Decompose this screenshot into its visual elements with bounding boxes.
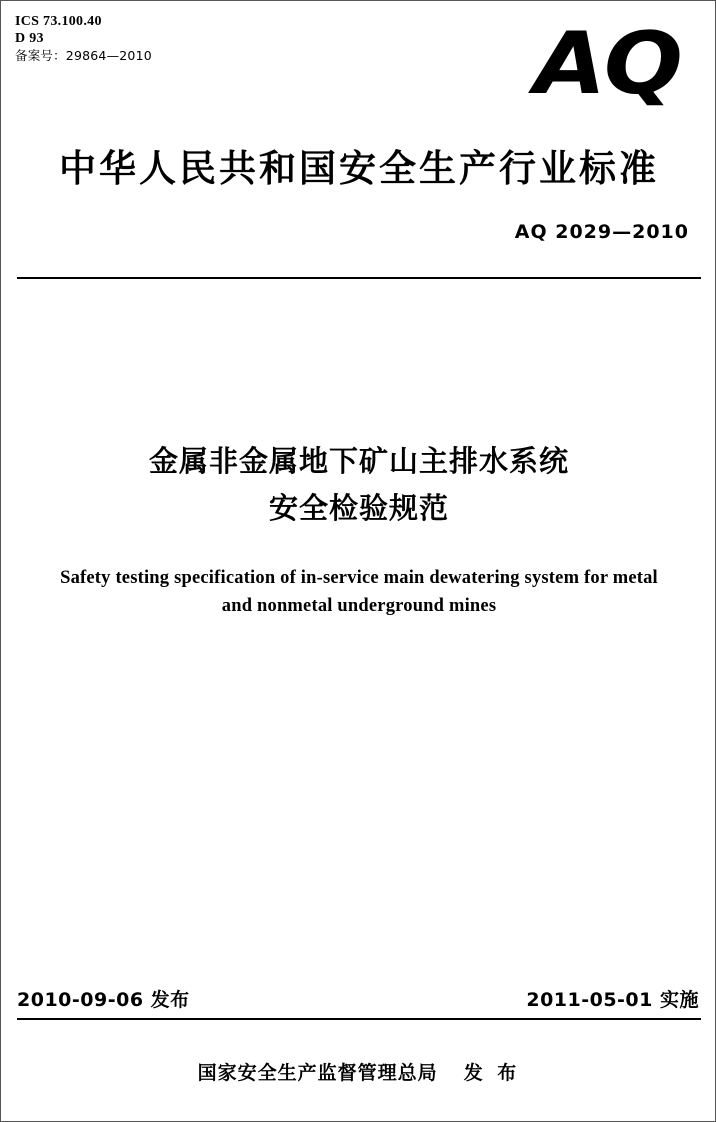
document-title-cn-line1: 金属非金属地下矿山主排水系统 bbox=[148, 444, 569, 478]
publisher-name: 国家安全生产监督管理总局 bbox=[197, 1062, 438, 1084]
standard-number: AQ 2029—2010 bbox=[514, 221, 689, 243]
document-title-en-line1: Safety testing specification of in-service main dewatering system for metal bbox=[60, 568, 658, 588]
document-title-en bbox=[15, 565, 703, 621]
series-title: 中华人民共和国安全生产行业标准 bbox=[59, 147, 659, 190]
aq-logo: AQ bbox=[534, 14, 681, 114]
record-number: 备案号：29864—2010 bbox=[15, 48, 152, 64]
issue-date: 2010-09-06 发布 bbox=[17, 989, 190, 1011]
footer-divider bbox=[17, 1018, 701, 1020]
publish-verb: 发 布 bbox=[463, 1062, 521, 1084]
publisher-line bbox=[15, 1058, 703, 1085]
header-divider bbox=[17, 277, 701, 279]
page-content bbox=[15, 13, 703, 1111]
document-title-en-line2: and nonmetal underground mines bbox=[221, 595, 497, 616]
document-title-cn-line2: 安全检验规范 bbox=[268, 490, 449, 525]
ics-code: ICS 73.100.40 bbox=[15, 14, 102, 29]
effective-date: 2011-05-01 实施 bbox=[526, 989, 699, 1011]
document-title-cn bbox=[15, 438, 703, 532]
classification-code: D 93 bbox=[15, 31, 44, 47]
header-metadata bbox=[15, 13, 152, 63]
